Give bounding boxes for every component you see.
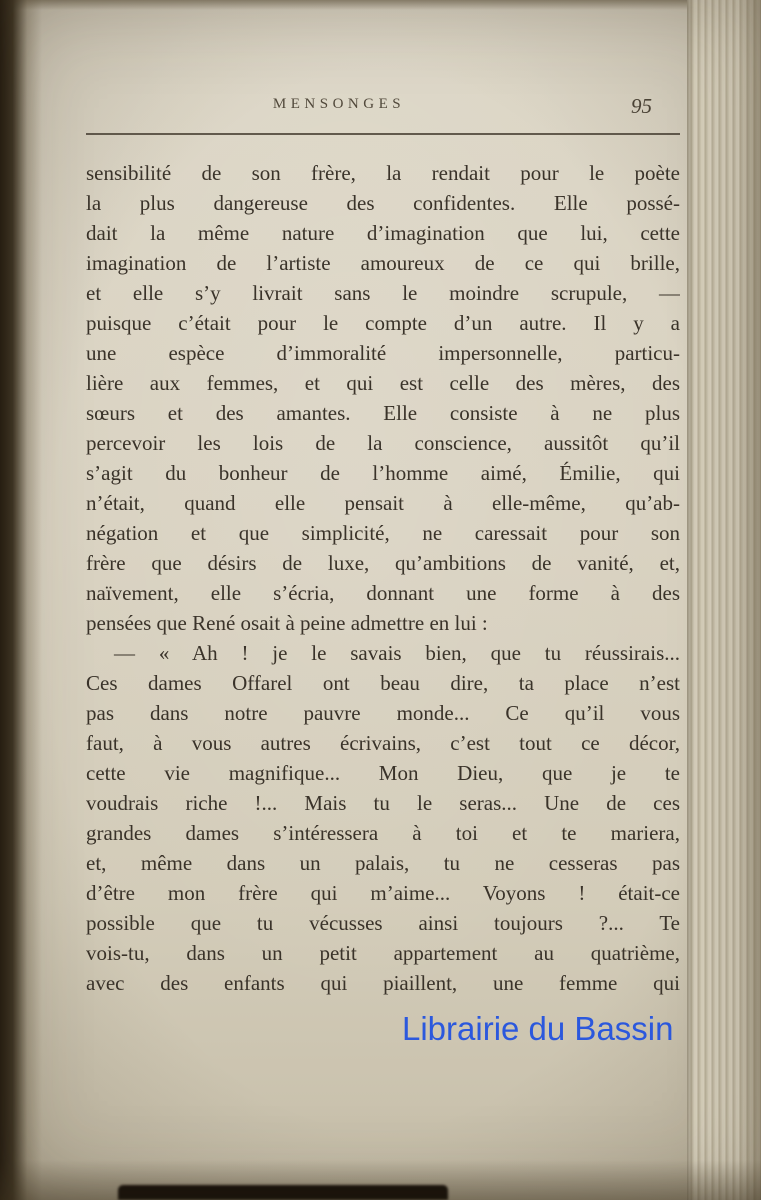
text-line: négation et que simplicité, ne caressait pour son	[86, 521, 680, 545]
page-number: 95	[631, 94, 652, 118]
book-page	[86, 0, 680, 1200]
text-line: une espèce d’immoralité impersonnelle, particu-	[86, 341, 680, 365]
text-line: frère que désirs de luxe, qu’ambitions de vanité, et,	[86, 551, 680, 575]
book-spine-shadow	[0, 0, 42, 1200]
text-line: sœurs et des amantes. Elle consiste à ne plus	[86, 401, 680, 425]
text-line: cette vie magnifique... Mon Dieu, que je te	[86, 761, 680, 785]
text-line: percevoir les lois de la conscience, aussitôt qu’il	[86, 431, 680, 455]
text-line: n’était, quand elle pensait à elle-même, qu’ab-	[86, 491, 680, 515]
text-line: Ces dames Offarel ont beau dire, ta place n’est	[86, 671, 680, 695]
text-line: faut, à vous autres écrivains, c’est tout ce décor,	[86, 731, 680, 755]
header-rule	[86, 133, 680, 135]
text-line: d’être mon frère qui m’aime... Voyons ! était-ce	[86, 881, 680, 905]
text-line: sensibilité de son frère, la rendait pour le poète	[86, 161, 680, 185]
text-line: possible que tu vécusses ainsi toujours ?... Te	[86, 911, 680, 935]
text-line: et, même dans un palais, tu ne cesseras pas	[86, 851, 680, 875]
text-line: puisque c’était pour le compte d’un autre. Il y a	[86, 311, 680, 335]
text-line: — « Ah ! je le savais bien, que tu réussirais...	[114, 641, 680, 665]
text-line: pas dans notre pauvre monde... Ce qu’il vous	[86, 701, 680, 725]
text-line: grandes dames s’intéressera à toi et te mariera,	[86, 821, 680, 845]
text-line: naïvement, elle s’écria, donnant une forme à des	[86, 581, 680, 605]
text-line: vois-tu, dans un petit appartement au quatrième,	[86, 941, 680, 965]
running-title: MENSONGES	[272, 96, 406, 112]
text-line: la plus dangereuse des confidentes. Elle possé-	[86, 191, 680, 215]
page-stack-edges	[687, 0, 761, 1200]
text-line: dait la même nature d’imagination que lui, cette	[86, 221, 680, 245]
text-line: lière aux femmes, et qui est celle des mères, des	[86, 371, 680, 395]
text-line: s’agit du bonheur de l’homme aimé, Émilie, qui	[86, 461, 680, 485]
table-shadow	[118, 1185, 448, 1200]
text-line: avec des enfants qui piaillent, une femme qui	[86, 971, 680, 995]
page-header	[86, 96, 680, 122]
watermark-text: Librairie du Bassin	[402, 1010, 674, 1047]
text-line: et elle s’y livrait sans le moindre scrupule, —	[86, 281, 680, 305]
text-line: pensées que René osait à peine admettre en lui :	[86, 611, 488, 635]
body-text	[86, 158, 680, 998]
text-line: imagination de l’artiste amoureux de ce qui brille,	[86, 251, 680, 275]
text-line: voudrais riche !... Mais tu le seras... Une de ces	[86, 791, 680, 815]
